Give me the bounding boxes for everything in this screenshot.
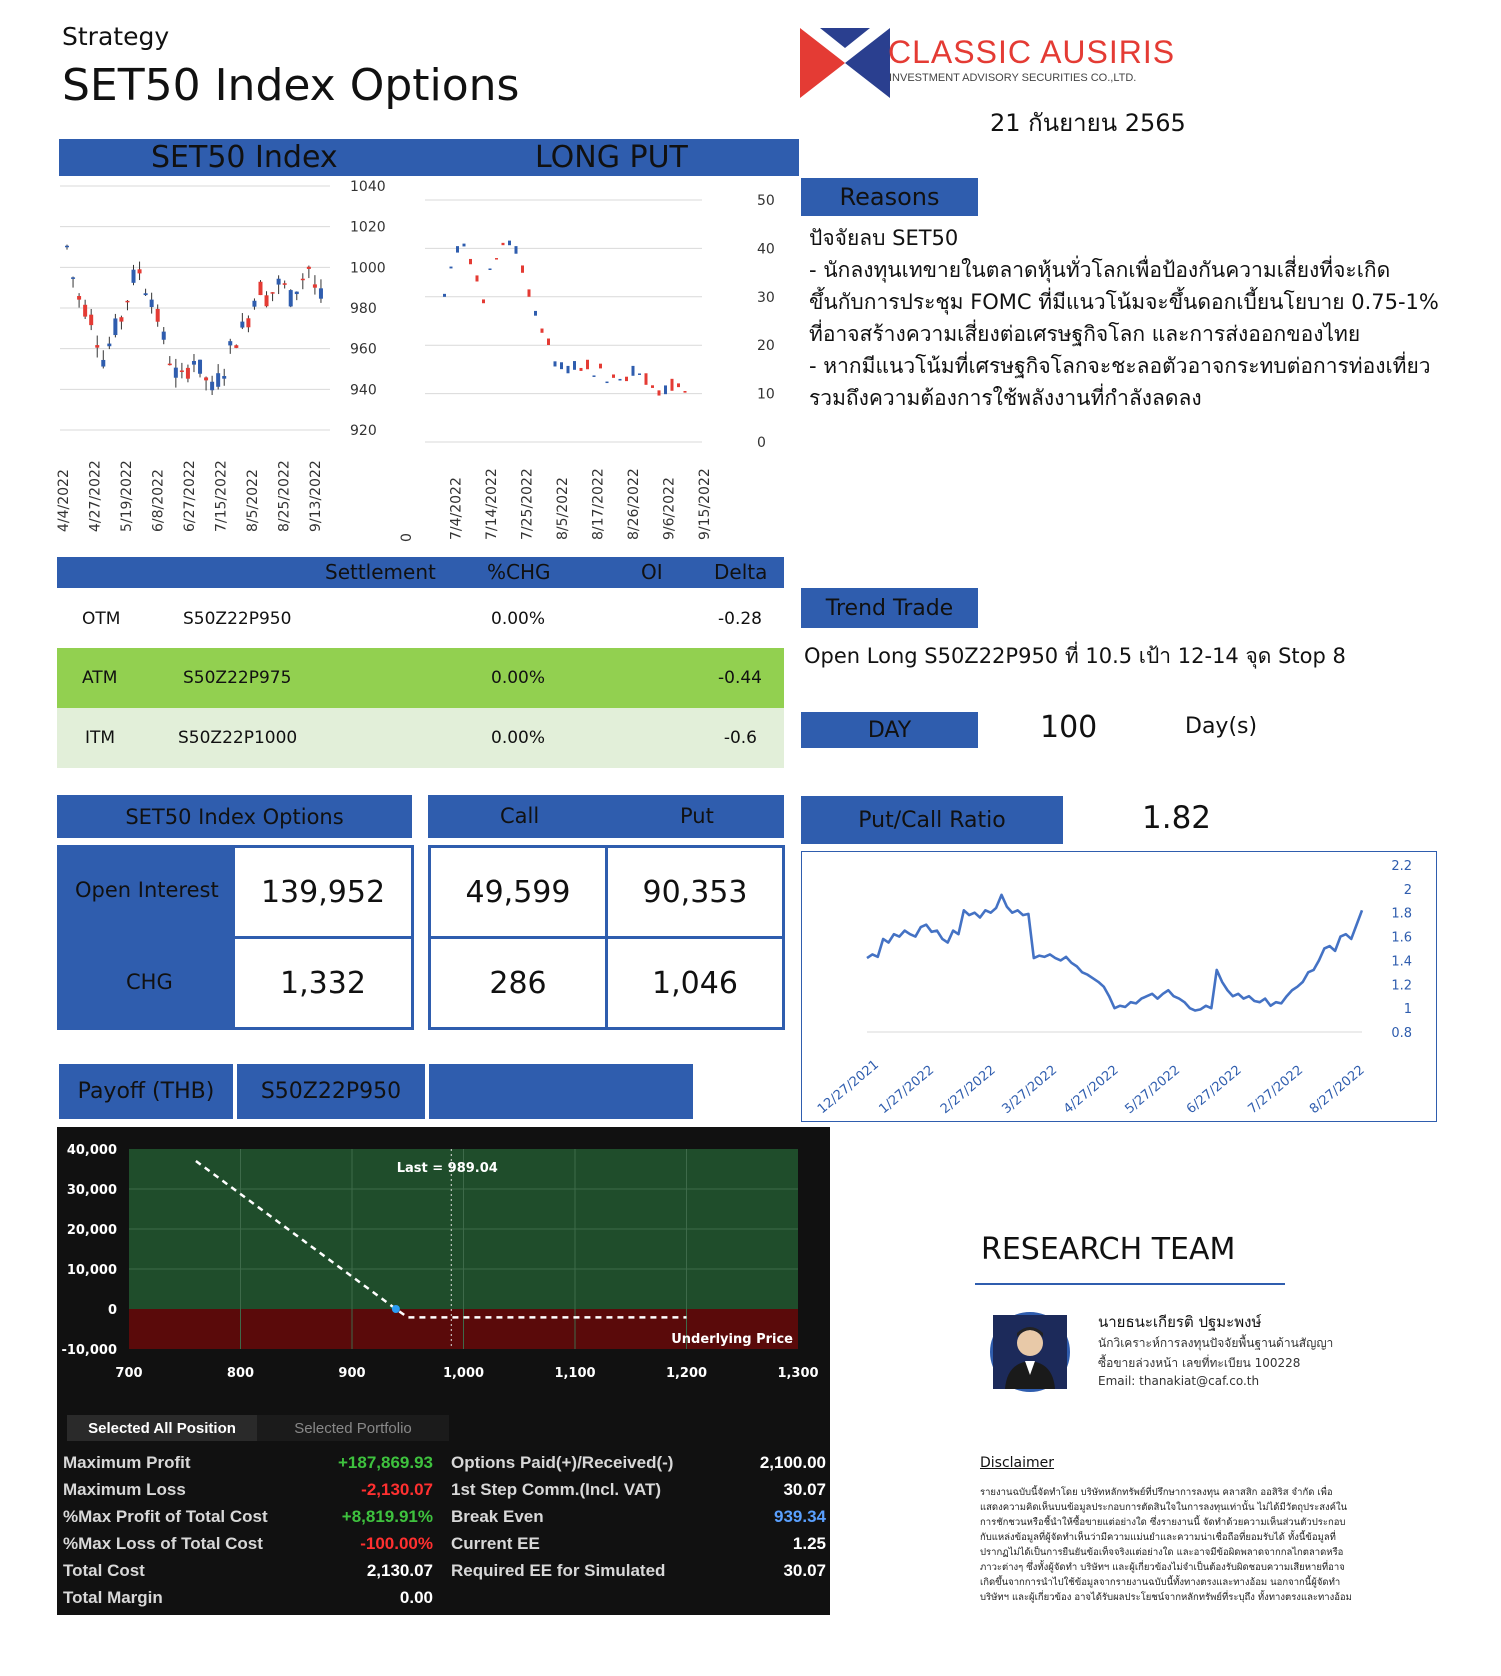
candle <box>482 299 485 303</box>
oi-put: 90,353 <box>605 845 785 939</box>
reason-line: ปัจจัยลบ SET50 <box>809 226 959 250</box>
call-put-header <box>428 795 784 838</box>
stat-label: %Max Profit of Total Cost <box>63 1507 268 1526</box>
table-row <box>57 590 784 648</box>
candle <box>150 300 154 307</box>
page-title: SET50 Index Options <box>62 60 520 111</box>
candle <box>289 290 293 306</box>
stat-row <box>451 1477 826 1504</box>
candle <box>515 246 518 254</box>
candle <box>645 373 648 385</box>
candle <box>119 317 123 321</box>
reason-line: รวมถึงความต้องการใช้พลังงานที่กำลังลดลง <box>809 386 1202 410</box>
candle <box>651 385 654 388</box>
y-tick-label: 10 <box>757 386 775 403</box>
x-tick-label: 8/5/2022 <box>245 469 261 532</box>
day-header: DAY <box>801 712 978 748</box>
row-type: ITM <box>85 728 116 748</box>
candle <box>162 332 166 340</box>
stat-row <box>451 1558 826 1585</box>
stat-value: 2,130.07 <box>366 1561 433 1580</box>
options-table-header <box>57 557 784 588</box>
candle <box>313 284 317 287</box>
candle <box>664 385 667 394</box>
y-tick-label: 1 <box>1403 1002 1412 1018</box>
candle <box>580 368 583 371</box>
candle <box>174 368 178 378</box>
y-tick-label: 1040 <box>350 179 386 195</box>
y-tick-label: 1.6 <box>1391 930 1412 946</box>
x-tick-label: 7/25/2022 <box>519 468 536 540</box>
row-series: S50Z22P950 <box>183 609 292 629</box>
stat-row <box>63 1585 433 1612</box>
x-tick-label: 12/27/2021 <box>814 1057 882 1118</box>
x-tick-label: 7/27/2022 <box>1245 1062 1307 1118</box>
pcr-line-chart <box>802 852 1436 1121</box>
stat-value: +187,869.93 <box>337 1453 433 1472</box>
disclaimer-text: รายงานฉบับนี้จัดทำโดย บริษัทหลักทรัพย์ที่ปรึกษาการลงทุน คลาสสิก ออสิริส จำกัด เพื่อแสดงความคิดเห็นบนข้อมูลประกอบการตัดสินใจในการลงทุนเท่านั้น ไม่ได้มีวัตถุประสงค์ในการชักชวนหรือชี้นำให้ซื้อขายแต่อย่างใด ซึ่งรายงานนี้ จัดทำด้วยความเห็นส่วนตัวประกอบกับแหล่งข้อมูลที่ผู้จัดทำเห็นว่ามีความแม่นยำและความน่าเชื่อถือที่ยอมรับได้ ทั้งนี้ข้อมูลที่ปรากฏไม่ได้เป็นการยืนยันข้อเท็จจริงแต่อย่างใด และอาจมีข้อผิดพลาดจากกลไกตลาดหรือภาวะต่างๆ ซึ่งทั้งผู้จัดทำ บริษัทฯ และผู้เกี่ยวข้องไม่จำเป็นต้องรับผิดชอบความเสียหายที่อาจเกิดขึ้นจากการนำไปใช้ข้อมูลจากรายงานฉบับนี้ทั้งทางตรงและทางอ้อม นอกจากนี้ผู้จัดทำ บริษัทฯ และผู้เกี่ยวข้อง อาจได้รับผลประโยชน์จากหลักทรัพย์ที่ระบุถึง ทั้งทางตรงและทางอ้อม <box>980 1487 1352 1603</box>
x-tick-label: 800 <box>226 1366 255 1381</box>
y-tick-label: 960 <box>350 341 377 358</box>
y-tick-label: 1.2 <box>1391 978 1412 994</box>
candle <box>599 364 602 369</box>
candle <box>319 288 323 298</box>
candle <box>156 309 160 322</box>
y-tick-label: 0 <box>757 435 766 451</box>
payoff-tab-portfolio[interactable]: Selected Portfolio <box>257 1415 449 1441</box>
candle <box>144 293 148 295</box>
logo-mark-icon <box>800 28 890 98</box>
candle <box>450 267 453 269</box>
logo-subtitle: INVESTMENT ADVISORY SECURITIES CO.,LTD. <box>889 72 1137 84</box>
candle <box>625 377 628 381</box>
candle <box>192 361 196 365</box>
stat-value: -2,130.07 <box>361 1480 433 1499</box>
candle <box>671 379 674 391</box>
stat-label: Total Margin <box>63 1588 163 1607</box>
x-tick-label: 7/4/2022 <box>448 477 465 540</box>
candle <box>113 318 117 335</box>
reason-line: ที่อาจสร้างความเสี่ยงต่อเศรษฐกิจโลก และการส่งออกของไทย <box>809 322 1361 346</box>
y-tick-label: 20 <box>757 338 775 355</box>
x-tick-label: 7/14/2022 <box>484 468 500 540</box>
stat-value: 0.00 <box>399 1588 433 1607</box>
x-tick-label: 6/27/2022 <box>1183 1062 1245 1118</box>
y-tick-label: 1020 <box>350 219 386 236</box>
candle <box>606 382 609 384</box>
candle <box>71 277 75 279</box>
x-tick-label: 6/27/2022 <box>182 460 198 532</box>
payoff-header-filler <box>429 1064 693 1119</box>
x-tick-label: 3/27/2022 <box>999 1062 1061 1118</box>
candle <box>246 318 250 327</box>
pcr-chart-frame <box>801 851 1437 1122</box>
stat-value: -100.00% <box>360 1534 433 1553</box>
avatar <box>990 1312 1070 1392</box>
y-tick-label: 0 <box>107 1303 117 1318</box>
oi-table-title: SET50 Index Options <box>57 795 412 838</box>
candle <box>528 289 531 296</box>
underlying-label: Underlying Price <box>671 1332 793 1347</box>
x-tick-label: 8/27/2022 <box>1306 1062 1368 1118</box>
candle <box>265 295 269 306</box>
candle <box>228 341 232 345</box>
y-tick-label: 940 <box>350 382 377 399</box>
row-delta: -0.28 <box>718 609 762 629</box>
stat-value: 30.07 <box>783 1561 826 1580</box>
report-date: 21 กันยายน 2565 <box>990 109 1186 137</box>
stat-row <box>63 1558 433 1585</box>
candle <box>534 311 537 316</box>
stat-label: Break Even <box>451 1507 544 1526</box>
candle <box>560 362 563 369</box>
trend-trade-header: Trend Trade <box>801 588 978 628</box>
payoff-stats-right <box>451 1450 826 1585</box>
chg-call: 286 <box>428 936 608 1030</box>
y-tick-label: 2.2 <box>1391 859 1412 874</box>
y-tick-label: 0.8 <box>1391 1026 1412 1041</box>
index-chart-header <box>59 139 799 176</box>
row-chg: 0.00% <box>491 728 546 748</box>
stat-label: %Max Loss of Total Cost <box>63 1534 263 1553</box>
candle <box>210 382 214 390</box>
candle <box>101 360 105 367</box>
x-tick-label: 4/27/2022 <box>87 460 104 532</box>
candle <box>198 360 202 374</box>
y-tick-label: 20,000 <box>66 1223 117 1238</box>
stat-label: Current EE <box>451 1534 540 1553</box>
candle <box>222 376 226 379</box>
row-series: S50Z22P975 <box>183 668 292 688</box>
stat-value: 2,100.00 <box>759 1453 826 1472</box>
y-tick-label: 30 <box>757 289 775 306</box>
candle <box>508 241 511 246</box>
col-oi: OI <box>641 560 663 584</box>
reasons-text <box>809 222 1469 414</box>
payoff-series: S50Z22P950 <box>237 1064 425 1119</box>
candle <box>138 269 142 273</box>
research-divider <box>975 1283 1285 1285</box>
x-tick-label: 8/26/2022 <box>626 468 642 540</box>
oi-total: 139,952 <box>232 845 414 939</box>
candle <box>489 268 492 270</box>
y-tick-label: 10,000 <box>66 1263 117 1278</box>
candle <box>619 379 622 381</box>
x-tick-label: 8/5/2022 <box>555 477 571 540</box>
candle <box>632 366 635 376</box>
candle <box>638 373 641 375</box>
x-tick-label: 1,200 <box>665 1366 708 1381</box>
x-tick-label: 1,300 <box>777 1366 819 1381</box>
candle <box>677 383 680 387</box>
analyst-email: Email: thanakiat@caf.co.th <box>1098 1374 1260 1388</box>
logo-name: CLASSIC AUSIRIS <box>888 34 1176 70</box>
y-tick-label: 1.4 <box>1391 954 1412 970</box>
col-delta: Delta <box>714 560 768 584</box>
candle <box>502 243 505 245</box>
pcr-header: Put/Call Ratio <box>801 796 1063 844</box>
person-icon <box>993 1315 1067 1389</box>
reasons-header: Reasons <box>801 178 978 216</box>
stat-label: Required EE for Simulated <box>451 1561 666 1580</box>
payoff-chart <box>57 1127 830 1407</box>
candle <box>495 258 498 260</box>
stat-row <box>63 1450 433 1477</box>
y-tick-label: 50 <box>757 193 775 209</box>
candle <box>168 364 172 366</box>
x-tick-label: 7/15/2022 <box>213 460 230 532</box>
analyst-name: นายธนะเกียรติ ปฐมะพงษ์ <box>1098 1313 1262 1331</box>
day-value: 100 <box>1040 710 1098 745</box>
candle <box>204 377 208 380</box>
x-tick-label: 1,000 <box>442 1366 485 1381</box>
row-type: OTM <box>82 609 121 629</box>
x-tick-label: 4/27/2022 <box>1060 1062 1122 1118</box>
x-tick-label: 900 <box>338 1366 366 1381</box>
pcr-series-line <box>867 895 1362 1011</box>
chg-total: 1,332 <box>232 936 414 1030</box>
row-delta: -0.44 <box>718 668 762 688</box>
y-tick-label: 1.8 <box>1391 906 1412 922</box>
research-title: RESEARCH TEAM <box>981 1232 1236 1267</box>
row-type: ATM <box>82 668 118 688</box>
row-chg: 0.00% <box>491 668 546 688</box>
reason-line: - หากมีแนวโน้มที่เศรษฐกิจโลกจะชะลอตัวอาจกระทบต่อการท่องเที่ยว <box>809 354 1431 378</box>
chg-put: 1,046 <box>605 936 785 1030</box>
oi-label-block <box>57 845 234 1030</box>
candle <box>186 368 190 379</box>
stat-row <box>63 1477 433 1504</box>
candle <box>125 301 129 303</box>
stat-value: 939.34 <box>774 1507 826 1526</box>
payoff-stats-left <box>63 1450 433 1612</box>
candle <box>252 301 256 307</box>
x-tick-label: 9/15/2022 <box>697 468 713 540</box>
y-tick-label: 40 <box>757 241 775 258</box>
y-tick-label: 980 <box>350 301 377 317</box>
candle <box>658 390 661 395</box>
put-chart-title: LONG PUT <box>535 140 688 175</box>
x-tick-label: 2/27/2022 <box>937 1062 999 1118</box>
day-unit: Day(s) <box>1185 714 1258 739</box>
stat-value: 30.07 <box>783 1480 826 1499</box>
candle <box>83 305 87 317</box>
y-tick-label: -10,000 <box>61 1343 117 1358</box>
col-chg: %CHG <box>487 560 551 584</box>
col-settlement: Settlement <box>325 560 436 584</box>
row-series: S50Z22P1000 <box>178 728 298 748</box>
stat-label: Maximum Profit <box>63 1453 191 1472</box>
candle <box>295 292 299 294</box>
candle <box>271 292 275 294</box>
stat-value: 1.25 <box>792 1534 826 1553</box>
candle <box>573 361 576 370</box>
candle <box>567 366 570 373</box>
candle <box>476 275 479 281</box>
breakeven-marker <box>392 1305 400 1313</box>
candle <box>77 296 81 300</box>
candle <box>216 373 220 387</box>
candle <box>301 279 305 281</box>
x-tick-label: 700 <box>115 1366 143 1381</box>
candle <box>593 375 596 377</box>
long-put-chart <box>399 180 790 550</box>
x-tick-label: 0 <box>399 533 415 542</box>
set50-index-chart <box>55 180 415 550</box>
x-tick-label: 5/27/2022 <box>1122 1062 1184 1118</box>
stat-row <box>63 1531 433 1558</box>
candle <box>107 344 111 347</box>
candle <box>240 322 244 328</box>
candle <box>132 270 136 283</box>
last-price-label: Last = 989.04 <box>396 1161 498 1176</box>
candle <box>547 339 550 345</box>
x-tick-label: 9/6/2022 <box>661 477 678 540</box>
y-tick-label: 920 <box>350 423 377 439</box>
trend-trade-text: Open Long S50Z22P950 ที่ 10.5 เป้า 12-14 จุด Stop 8 <box>804 644 1346 668</box>
strategy-label: Strategy <box>62 22 170 51</box>
candle <box>180 370 184 372</box>
candle <box>521 265 524 272</box>
candle <box>65 246 69 248</box>
candle <box>586 360 589 369</box>
stat-row <box>451 1504 826 1531</box>
payoff-header: Payoff (THB) <box>59 1064 233 1119</box>
pcr-value: 1.82 <box>1142 800 1212 836</box>
x-tick-label: 9/13/2022 <box>308 460 324 532</box>
index-chart-title: SET50 Index <box>151 140 338 175</box>
reason-line: ขึ้นกับการประชุม FOMC ที่มีแนวโน้มจะขึ้นดอกเบี้ยนโยบาย 0.75-1% <box>809 290 1439 314</box>
table-row <box>57 648 784 708</box>
stat-label: Options Paid(+)/Received(-) <box>451 1453 674 1472</box>
stat-value: +8,819.91% <box>341 1507 433 1526</box>
chg-label: CHG <box>126 970 173 994</box>
oi-call: 49,599 <box>428 845 608 939</box>
candle <box>684 391 687 393</box>
x-tick-label: 8/25/2022 <box>276 460 293 532</box>
x-tick-label: 1,100 <box>554 1366 596 1381</box>
candle <box>463 244 466 247</box>
analyst-license: ซื้อขายล่วงหน้า เลขที่ทะเบียน 100228 <box>1098 1356 1301 1370</box>
stat-row <box>63 1504 433 1531</box>
candle <box>258 282 262 295</box>
x-tick-label: 5/19/2022 <box>119 460 135 532</box>
x-tick-label: 6/8/2022 <box>150 469 167 532</box>
candle <box>456 246 459 252</box>
x-tick-label: 8/17/2022 <box>590 468 607 540</box>
table-row <box>57 708 784 768</box>
y-tick-label: 2 <box>1403 882 1412 898</box>
candle <box>277 279 281 285</box>
candle <box>283 283 287 285</box>
candle <box>443 294 446 297</box>
stat-row <box>451 1450 826 1477</box>
stat-label: 1st Step Comm.(Incl. VAT) <box>451 1480 662 1499</box>
candle <box>469 259 472 264</box>
stat-label: Maximum Loss <box>63 1480 186 1499</box>
company-logo <box>800 28 1180 98</box>
analyst-position: นักวิเคราะห์การลงทุนปัจจัยพื้นฐานด้านสัญญา <box>1098 1336 1334 1350</box>
reason-line: - นักลงทุนเทขายในตลาดหุ้นทั่วโลกเพื่อป้องกันความเสี่ยงที่จะเกิด <box>809 258 1391 282</box>
y-tick-label: 40,000 <box>66 1143 117 1158</box>
call-label: Call <box>500 804 540 828</box>
candle <box>234 345 238 348</box>
y-tick-label: 30,000 <box>66 1183 117 1198</box>
y-tick-label: 1000 <box>350 260 386 277</box>
put-label: Put <box>680 804 714 828</box>
disclaimer-title: Disclaimer <box>980 1455 1055 1471</box>
stat-row <box>451 1531 826 1558</box>
open-interest-label: Open Interest <box>75 878 219 902</box>
row-chg: 0.00% <box>491 609 546 629</box>
candle <box>541 329 544 333</box>
candle <box>307 267 311 269</box>
row-delta: -0.6 <box>723 728 757 748</box>
x-tick-label: 1/27/2022 <box>876 1062 938 1118</box>
payoff-panel <box>57 1127 830 1615</box>
payoff-tab-active[interactable]: Selected All Position <box>67 1415 257 1441</box>
candle <box>554 361 557 366</box>
candle <box>95 345 99 348</box>
x-tick-label: 4/4/2022 <box>56 469 72 532</box>
candle <box>89 315 93 325</box>
candle <box>612 374 615 377</box>
stat-label: Total Cost <box>63 1561 145 1580</box>
